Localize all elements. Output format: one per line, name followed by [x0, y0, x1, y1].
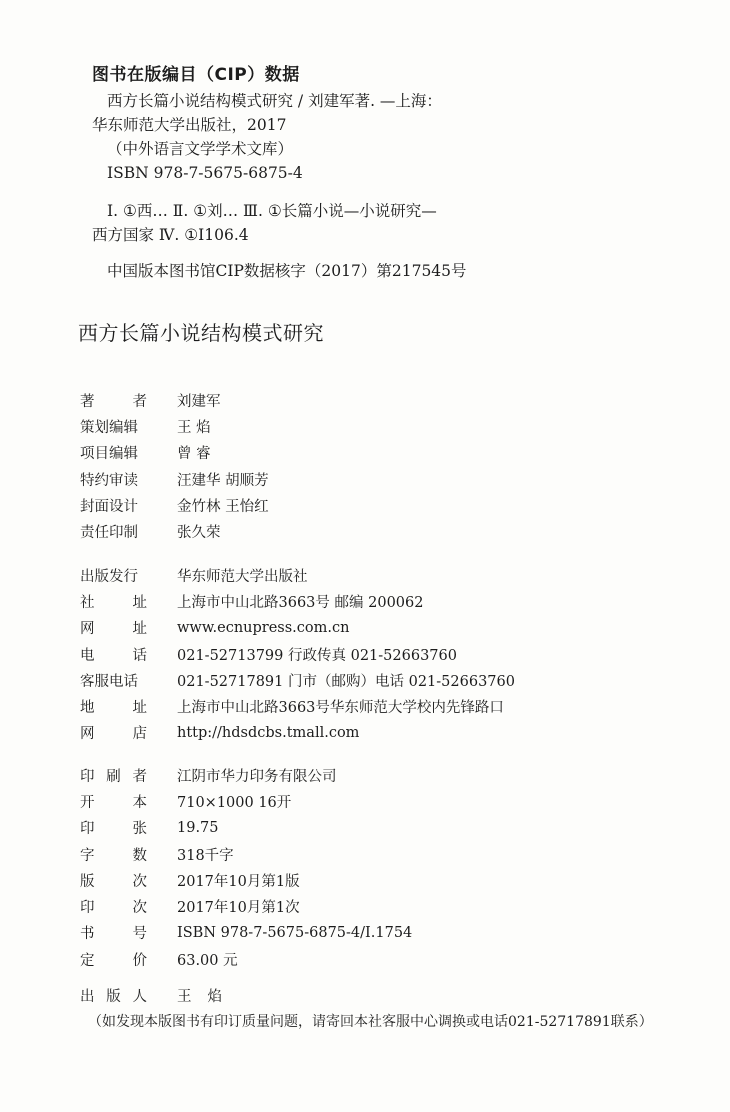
- info-label-char: 著: [80, 393, 95, 410]
- info-value: 金竹林 王怡红: [177, 498, 269, 515]
- info-value: 710×1000 16开: [177, 794, 292, 811]
- info-value: 汪建华 胡顺芳: [177, 472, 269, 489]
- cip-line-isbn: ISBN 978-7-5675-6875-4: [107, 164, 303, 182]
- info-row: [80, 720, 515, 746]
- info-label-char: 次: [132, 873, 147, 890]
- info-label-char: 次: [132, 900, 147, 917]
- cip-line-publisher: 华东师范大学出版社，2017: [92, 116, 287, 134]
- info-label: [80, 722, 147, 743]
- info-label-char: 出版发行: [80, 568, 138, 585]
- info-value: 江阴市华力印务有限公司: [177, 768, 337, 785]
- info-label: [80, 896, 147, 917]
- info-value: 2017年10月第1版: [177, 873, 300, 890]
- info-row: [80, 762, 412, 788]
- info-label-char: 者: [132, 768, 147, 785]
- info-label-char: 地: [80, 700, 95, 717]
- info-label: [80, 791, 147, 812]
- info-label: [80, 469, 147, 490]
- info-label: [80, 922, 147, 943]
- info-label-char: 号: [132, 926, 147, 943]
- info-row: [80, 492, 269, 518]
- info-label-char: 客服电话: [80, 673, 138, 690]
- info-row: [80, 387, 269, 413]
- info-value: 王 焰: [177, 419, 211, 436]
- publisher-label-char: 出: [80, 989, 95, 1005]
- info-label-char: 印: [80, 768, 95, 785]
- info-value: 318千字: [177, 847, 234, 864]
- info-value: 华东师范大学出版社: [177, 568, 308, 585]
- info-row: [80, 667, 515, 693]
- info-label-char: 者: [132, 393, 147, 410]
- info-row: [80, 641, 515, 667]
- info-row: [80, 946, 412, 972]
- info-label: [80, 565, 147, 586]
- info-value: 2017年10月第1次: [177, 900, 300, 917]
- printing-table: [80, 762, 412, 972]
- info-label-char: 策划编辑: [80, 419, 138, 436]
- info-row: [80, 615, 515, 641]
- cip-line-series: （中外语言文学学术文库）: [107, 140, 294, 158]
- book-title: 西方长篇小说结构模式研究: [78, 321, 324, 345]
- publisher-label-char: 人: [132, 989, 147, 1005]
- info-row: [80, 920, 412, 946]
- info-label-char: 本: [132, 794, 147, 811]
- info-label-char: 开: [80, 794, 95, 811]
- info-label-char: 刷: [106, 768, 121, 785]
- info-label-char: 责任印制: [80, 525, 138, 542]
- info-value: 张久荣: [177, 525, 221, 542]
- info-label-char: 址: [132, 594, 147, 611]
- info-label-char: 电: [80, 647, 95, 664]
- info-row: [80, 893, 412, 919]
- info-label: [80, 416, 147, 437]
- info-value: 021-52717891 门市（邮购）电话 021-52663760: [177, 673, 515, 690]
- info-label-char: 特约审读: [80, 472, 138, 489]
- info-label-char: 定: [80, 952, 95, 969]
- info-value: 上海市中山北路3663号 邮编 200062: [177, 594, 424, 611]
- info-label-char: 版: [80, 873, 95, 890]
- info-value: 曾 睿: [177, 446, 211, 463]
- info-label: [80, 670, 147, 691]
- info-label-char: 址: [132, 621, 147, 638]
- info-label: [80, 765, 147, 786]
- info-row: [80, 562, 515, 588]
- credits-table: [80, 387, 269, 545]
- info-row: [80, 867, 412, 893]
- info-label-char: 印: [80, 900, 95, 917]
- info-label: [80, 817, 147, 838]
- info-label-char: 社: [80, 594, 95, 611]
- info-value: 刘建军: [177, 393, 221, 410]
- info-label: [80, 495, 147, 516]
- info-label: [80, 870, 147, 891]
- cip-block: [92, 89, 467, 283]
- info-label-char: 印: [80, 821, 95, 838]
- publishing-table: [80, 562, 515, 746]
- info-label-char: 店: [132, 726, 147, 743]
- info-label-char: 址: [132, 700, 147, 717]
- info-label-char: 书: [80, 926, 95, 943]
- publisher-label-char: 版: [106, 989, 121, 1005]
- info-label-char: 价: [132, 952, 147, 969]
- info-label-char: 字: [80, 847, 95, 864]
- info-row: [80, 815, 412, 841]
- cip-line-classification-cont: 西方国家 Ⅳ. ①I106.4: [92, 226, 249, 244]
- info-label: [80, 949, 147, 970]
- publisher-row: [80, 985, 238, 1006]
- cip-line-title: 西方长篇小说结构模式研究 / 刘建军著. —上海：: [107, 92, 442, 110]
- info-value: www.ecnupress.com.cn: [177, 619, 350, 636]
- info-value: http://hdsdcbs.tmall.com: [177, 724, 360, 741]
- info-label: [80, 617, 147, 638]
- info-label: [80, 591, 147, 612]
- publisher-label: [80, 985, 147, 1006]
- info-label: [80, 521, 147, 542]
- info-label-char: 项目编辑: [80, 446, 138, 463]
- info-row: [80, 788, 412, 814]
- publisher-name: 王焰: [177, 989, 238, 1005]
- info-row: [80, 841, 412, 867]
- info-row: [80, 693, 515, 719]
- info-row: [80, 518, 269, 544]
- info-row: [80, 588, 515, 614]
- quality-notice: （如发现本版图书有印订质量问题，请寄回本社客服中心调换或电话021-52717891联系）: [88, 1014, 653, 1030]
- info-label: [80, 442, 147, 463]
- info-row: [80, 466, 269, 492]
- info-label-char: 封面设计: [80, 498, 138, 515]
- info-value: 63.00 元: [177, 952, 238, 969]
- info-label-char: 网: [80, 726, 95, 743]
- info-value: 上海市中山北路3663号华东师范大学校内先锋路口: [177, 700, 504, 717]
- cip-line-record-number: 中国版本图书馆CIP数据核字（2017）第217545号: [107, 262, 467, 280]
- info-label-char: 张: [132, 821, 147, 838]
- info-label-char: 话: [132, 647, 147, 664]
- cip-line-classification: Ⅰ. ①西… Ⅱ. ①刘… Ⅲ. ①长篇小说—小说研究—: [107, 202, 437, 220]
- info-row: [80, 440, 269, 466]
- info-value: 021-52713799 行政传真 021-52663760: [177, 647, 457, 664]
- info-row: [80, 413, 269, 439]
- info-label-char: 网: [80, 621, 95, 638]
- cip-heading: 图书在版编目（CIP）数据: [92, 65, 300, 85]
- info-value: ISBN 978-7-5675-6875-4/I.1754: [177, 924, 413, 941]
- info-label: [80, 644, 147, 665]
- info-label-char: 数: [132, 847, 147, 864]
- info-label: [80, 390, 147, 411]
- info-label: [80, 696, 147, 717]
- info-value: 19.75: [177, 819, 219, 836]
- info-label: [80, 844, 147, 865]
